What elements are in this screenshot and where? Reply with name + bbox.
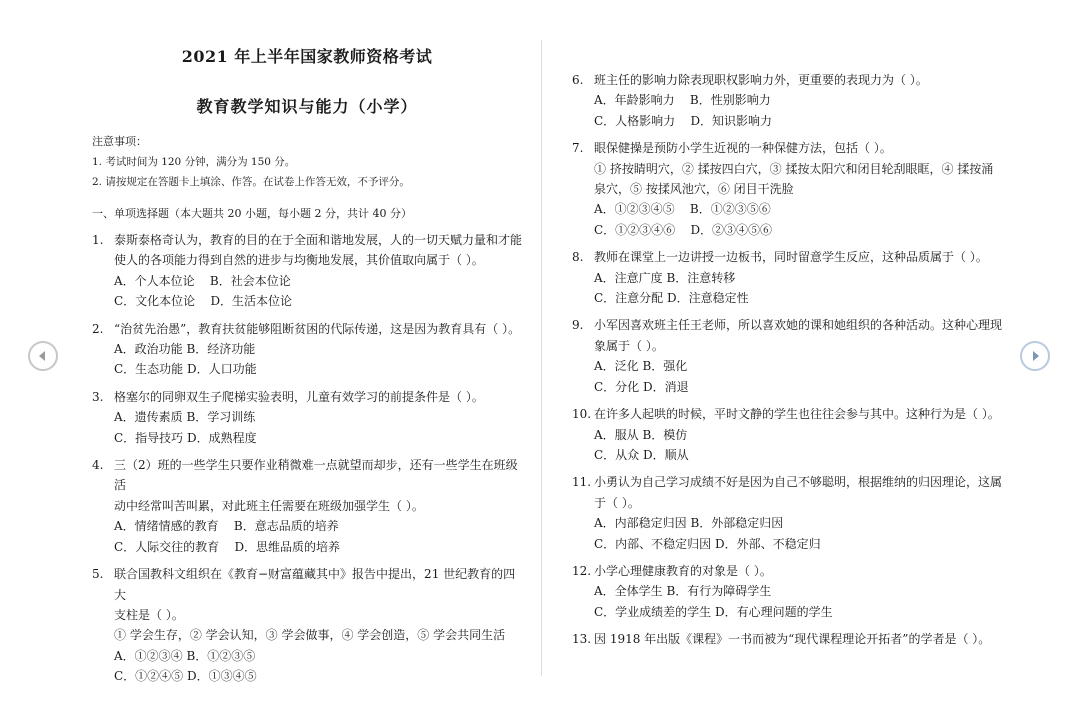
question-number: 3. bbox=[92, 389, 104, 404]
question-options: C．内部、不稳定归因 D．外部、不稳定归 bbox=[594, 536, 821, 551]
question-options: C．文化本位论 D．生活本位论 bbox=[114, 294, 293, 309]
prev-page-button[interactable] bbox=[28, 341, 58, 371]
question-options: C．人际交往的教育 D．思维品质的培养 bbox=[114, 539, 341, 554]
question-options: A．内部稳定归因 B．外部稳定归因 bbox=[594, 516, 784, 531]
question-stem: 因 1918 年出版《课程》一书而被为“现代课程理论开拓者”的学者是（ ）。 bbox=[594, 632, 991, 647]
question-stem: 眼保健操是预防小学生近视的一种保健方法，包括（ ）。 bbox=[594, 141, 892, 156]
question-stem: 小学心理健康教育的对象是（ ）。 bbox=[594, 563, 772, 578]
question bbox=[92, 387, 522, 448]
question-stem-continued: 支柱是（ ）。 bbox=[114, 607, 184, 622]
question bbox=[572, 138, 1002, 240]
question-options: A．情绪情感的教育 B．意志品质的培养 bbox=[114, 519, 339, 534]
question-number: 1. bbox=[92, 233, 104, 247]
question-options: C．从众 D．顺从 bbox=[594, 447, 689, 462]
question-number: 4. bbox=[92, 458, 104, 473]
question-options: A．政治功能 B．经济功能 bbox=[114, 342, 256, 357]
left-column bbox=[92, 44, 522, 694]
question-stem: 泰斯泰格奇认为，教育的目的在于全面和谐地发展，人的一切天赋力量和才能 bbox=[114, 233, 523, 247]
question-number: 8. bbox=[572, 250, 584, 265]
question-choices-list: 泉穴，⑤ 按揉风池穴，⑥ 闭目干洗脸 bbox=[594, 182, 794, 197]
notice-item: 1. 考试时间为 120 分钟，满分为 150 分。 bbox=[92, 156, 296, 168]
question-options: C．注意分配 D．注意稳定性 bbox=[594, 291, 749, 306]
question-choices-list: ① 挤按睛明穴，② 揉按四白穴，③ 揉按太阳穴和闭目轮刮眼眶，④ 揉按涌 bbox=[594, 161, 994, 176]
chevron-left-icon bbox=[30, 343, 56, 369]
notice-item: 2. 请按规定在答题卡上填涂、作答。在试卷上作答无效，不予评分。 bbox=[92, 176, 410, 188]
question-stem: 联合国教科文组织在《教育−财富蕴藏其中》报告中提出，21 世纪教育的四大 bbox=[114, 567, 516, 602]
chevron-right-icon bbox=[1022, 343, 1048, 369]
question-number: 12. bbox=[572, 563, 592, 578]
question-stem-continued: 动中经常叫苦叫累，对此班主任需要在班级加强学生（ ）。 bbox=[114, 498, 424, 513]
question-number: 10. bbox=[572, 407, 592, 422]
question bbox=[572, 472, 1002, 554]
question-options: A．全体学生 B．有行为障碍学生 bbox=[594, 584, 772, 599]
question-number: 6. bbox=[572, 73, 584, 87]
question-stem: 教师在课堂上一边讲授一边板书，同时留意学生反应，这种品质属于（ ）。 bbox=[594, 250, 988, 265]
question-options: C．生态功能 D．人口功能 bbox=[114, 362, 257, 377]
question bbox=[572, 70, 1002, 131]
question-options: A．注意广度 B．注意转移 bbox=[594, 270, 736, 285]
question-number: 2. bbox=[92, 321, 104, 336]
question-number: 13. bbox=[572, 632, 592, 647]
question-number: 5. bbox=[92, 567, 104, 582]
question-options: C．①②③④⑥ D．②③④⑤⑥ bbox=[594, 222, 773, 237]
exam-subtitle: 教育教学知识与能力（小学） bbox=[196, 97, 418, 116]
question-number: 11. bbox=[572, 475, 592, 490]
question-options: A．个人本位论 B．社会本位论 bbox=[114, 273, 291, 288]
question-stem: 小勇认为自己学习成绩不好是因为自己不够聪明，根据维纳的归因理论，这属 bbox=[594, 475, 1003, 490]
question-options: C．人格影响力 D．知识影响力 bbox=[594, 113, 773, 128]
question-stem: 三（2）班的一些学生只要作业稍微难一点就望而却步，还有一些学生在班级活 bbox=[114, 458, 518, 493]
question-options: A．服从 B．模仿 bbox=[594, 427, 688, 442]
question-options: C．分化 D．消退 bbox=[594, 379, 689, 394]
question-stem: “治贫先治愚”，教育扶贫能够阻断贫困的代际传递，这是因为教育具有（ ）。 bbox=[114, 321, 521, 336]
question bbox=[92, 230, 522, 312]
question-options: A．①②③④ B．①②③⑤ bbox=[114, 648, 256, 663]
question-options: A．年龄影响力 B．性别影响力 bbox=[594, 93, 771, 108]
question-stem-continued: 象属于（ ）。 bbox=[594, 338, 664, 353]
question bbox=[572, 404, 1002, 465]
right-column bbox=[572, 70, 1002, 657]
question-number: 9. bbox=[572, 318, 584, 333]
question bbox=[92, 455, 522, 557]
question-number: 7. bbox=[572, 141, 584, 156]
column-divider bbox=[541, 40, 542, 676]
question bbox=[572, 629, 1002, 649]
question bbox=[572, 315, 1002, 397]
question-options: C．指导技巧 D．成熟程度 bbox=[114, 430, 257, 445]
question bbox=[572, 561, 1002, 622]
question-options: A．泛化 B．强化 bbox=[594, 359, 688, 374]
question bbox=[572, 247, 1002, 308]
question-options: A．①②③④⑤ B．①②③⑤⑥ bbox=[594, 202, 771, 217]
question bbox=[92, 564, 522, 686]
question-options: C．①②④⑤ D．①③④⑤ bbox=[114, 669, 257, 684]
notice-heading: 注意事项： bbox=[92, 135, 147, 148]
question-options: C．学业成绩差的学生 D．有心理问题的学生 bbox=[594, 604, 833, 619]
next-page-button[interactable] bbox=[1020, 341, 1050, 371]
question-stem-continued: 于（ ）。 bbox=[594, 495, 640, 510]
section-title: 一、单项选择题（本大题共 20 小题，每小题 2 分，共计 40 分） bbox=[92, 207, 412, 220]
question-stem-continued: 使人的各项能力得到自然的进步与均衡地发展，其价值取向属于（ ）。 bbox=[114, 253, 484, 268]
question-stem: 在许多人起哄的时候，平时文静的学生也往往会参与其中。这种行为是（ ）。 bbox=[594, 407, 1000, 422]
question-stem: 班主任的影响力除表现职权影响力外，更重要的表现力为（ ）。 bbox=[594, 73, 928, 87]
question-options: A．遗传素质 B．学习训练 bbox=[114, 410, 256, 425]
exam-title: 2021 年上半年国家教师资格考试 bbox=[181, 47, 433, 66]
question-choices-list: ① 学会生存，② 学会认知，③ 学会做事，④ 学会创造，⑤ 学会共同生活 bbox=[114, 628, 506, 643]
question-stem: 格塞尔的同卵双生子爬梯实验表明，儿童有效学习的前提条件是（ ）。 bbox=[114, 389, 484, 404]
question bbox=[92, 319, 522, 380]
question-stem: 小军因喜欢班主任王老师，所以喜欢她的课和她组织的各种活动。这种心理现 bbox=[594, 318, 1003, 333]
